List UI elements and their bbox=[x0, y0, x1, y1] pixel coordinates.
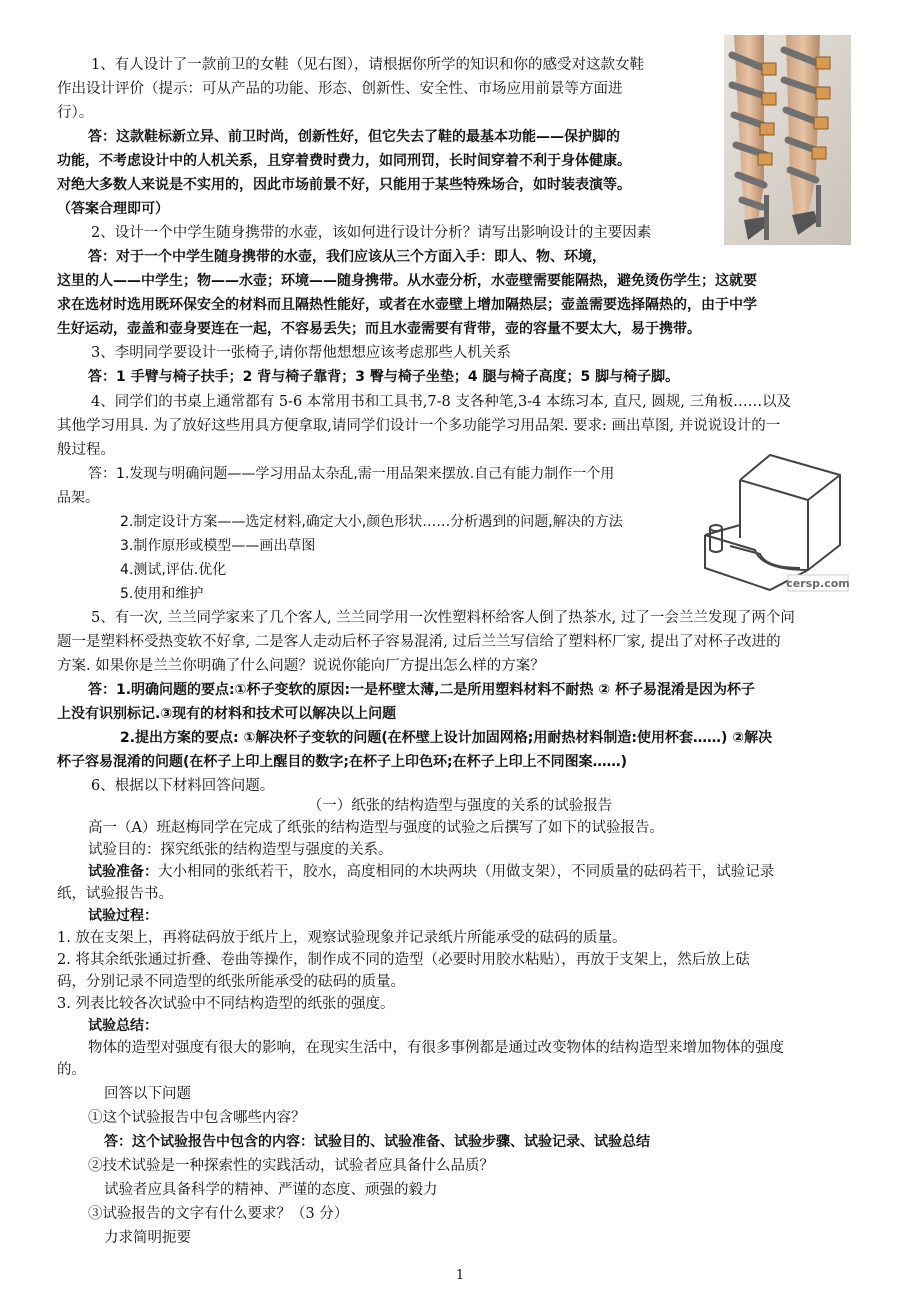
q4-line2: 其他学习用具. 为了放好这些用具方便拿取,请同学们设计一个多功能学习用品架. 要求: 画出草图, 并说说设计的一 bbox=[57, 418, 781, 434]
q5-answer-line4: 杯子容易混淆的问题(在杯子上印上醒目的数字;在杯子上印色环;在杯子上印上不同图案……) bbox=[57, 754, 627, 770]
q2-answer-line3: 求在选材时选用既环保安全的材料而且隔热性能好，或者在水壶壁上增加隔热层；壶盖需要选择隔热的，由于中学 bbox=[57, 297, 757, 313]
q5-answer-line1: 答：1.明确问题的要点:①杯子变软的原因:一是杯壁太薄,二是所用塑料材料不耐热 ② 杯子易混淆是因为杯子 bbox=[88, 682, 756, 698]
summary-label: 试验总结： bbox=[88, 1018, 158, 1034]
q3-answer: 答：1 手臂与椅子扶手；2 背与椅子靠背；3 臀与椅子坐垫；4 腿与椅子高度；5 脚与椅子脚。 bbox=[88, 369, 680, 385]
process-label: 试验过程： bbox=[88, 908, 158, 924]
subanswer-1: 答：这个试验报告中包含的内容：试验目的、试验准备、试验步骤、试验记录、试验总结 bbox=[104, 1134, 650, 1150]
q1-line1: 1、有人设计了一款前卫的女鞋（见右图），请根据你所学的知识和你的感受对这款女鞋 bbox=[91, 57, 644, 73]
q4-line1: 4、同学们的书桌上通常都有 5-6 本常用书和工具书,7-8 支各种笔,3-4 本练习本, 直尺, 圆规, 三角板……以及 bbox=[91, 394, 792, 410]
q6-line1: 6、根据以下材料回答问题。 bbox=[91, 778, 275, 794]
summary-line1: 物体的造型对强度有很大的影响，在现实生活中，有很多事例都是通过改变物体的结构造型来增加物体的强度 bbox=[88, 1040, 784, 1056]
report-purpose bbox=[88, 838, 393, 863]
prep-label: 试验准备： bbox=[88, 864, 158, 880]
q3-line1: 3、李明同学要设计一张椅子,请你帮他想想应该考虑那些人机关系 bbox=[91, 345, 511, 361]
q1-line2: 作出设计评价（提示：可从产品的功能、形态、创新性、安全性、市场应用前景等方面进 bbox=[57, 81, 623, 97]
report-intro: 高一（A）班赵梅同学在完成了纸张的结构造型与强度的试验之后撰写了如下的试验报告。 bbox=[88, 820, 664, 836]
avant-garde-shoe-image bbox=[724, 35, 851, 245]
q1-line3: 行）。 bbox=[57, 105, 94, 121]
q2-answer-line4: 生好运动，壶盖和壶身要连在一起，不容易丢失；而且水壶需要有背带，壶的容量不要太大，易于携带。 bbox=[57, 321, 701, 337]
q1-answer-line2: 功能，不考虑设计中的人机关系，且穿着费时费力，如同刑罚，长时间穿着不利于身体健康。 bbox=[57, 153, 631, 169]
q4-step2: 2.制定设计方案——选定材料,确定大小,颜色形状……分析遇到的问题,解决的方法 bbox=[120, 514, 623, 530]
process-step1: 1. 放在支架上，再将砝码放于纸片上，观察试验现象并记录纸片所能承受的砝码的质量。 bbox=[57, 930, 627, 946]
report-title: （一）纸张的结构造型与强度的关系的试验报告 bbox=[307, 798, 613, 814]
process-step2-line2: 码，分别记录不同造型的纸张所能承受的砝码的质量。 bbox=[57, 974, 405, 990]
answer-intro: 回答以下问题 bbox=[104, 1086, 191, 1102]
subquestion-2: ②技术试验是一种探索性的实践活动，试验者应具备什么品质？ bbox=[88, 1158, 494, 1174]
q5-line3: 方案. 如果你是兰兰你明确了什么问题？说说你能向厂方提出怎么样的方案？ bbox=[57, 658, 545, 674]
q4-line3: 般过程。 bbox=[57, 442, 115, 458]
report-prep-line2: 纸，试验报告书。 bbox=[57, 886, 173, 902]
subanswer-3: 力求简明扼要 bbox=[104, 1230, 191, 1246]
summary-line2: 的。 bbox=[57, 1062, 86, 1078]
page-number: 1 bbox=[455, 1268, 465, 1283]
q4-step5: 5.使用和维护 bbox=[120, 586, 204, 602]
q1-answer-line3: 对绝大多数人来说是不实用的，因此市场前景不好，只能用于某些特殊场合，如时装表演等。 bbox=[57, 177, 631, 193]
subanswer-2: 试验者应具备科学的精神、严谨的态度、顽强的毅力 bbox=[104, 1182, 438, 1198]
q2-line1: 2、设计一个中学生随身携带的水壶，该如何进行设计分析？请写出影响设计的主要因素 bbox=[91, 225, 652, 241]
q4-step4: 4.测试,评估.优化 bbox=[120, 562, 227, 578]
q5-line2: 题一是塑料杯受热变软不好拿, 二是客人走动后杯子容易混淆, 过后兰兰写信给了塑料杯厂家, 提出了对杯子改进的 bbox=[57, 634, 781, 650]
q2-answer-line2: 这里的人——中学生；物——水壶；环境——随身携带。从水壶分析，水壶壁需要能隔热，避免烫伤学生；这就要 bbox=[57, 273, 757, 289]
q4-answer-line2: 品架。 bbox=[57, 490, 99, 506]
q1-answer-line4: （答案合理即可） bbox=[57, 201, 169, 217]
q4-answer-line1: 答：1.发现与明确问题——学习用品太杂乱,需一用品架来摆放.自己有能力制作一个用 bbox=[88, 466, 615, 482]
process-step2-line1: 2. 将其余纸张通过折叠、卷曲等操作，制作成不同的造型（必要时用胶水粘贴），再放于支架上，然后放上砝 bbox=[57, 952, 750, 968]
q5-answer-line3: 2.提出方案的要点: ①解决杯子变软的问题(在杯壁上设计加固网格;用耐热材料制造:使用杯套……) ②解决 bbox=[120, 730, 773, 746]
subquestion-3: ③试验报告的文字有什么要求？（3 分） bbox=[88, 1206, 349, 1222]
cersp-watermark: cersp.com bbox=[786, 577, 850, 590]
q4-step3: 3.制作原形或模型——画出草图 bbox=[120, 538, 316, 554]
purpose-label: 试验目的： bbox=[88, 842, 161, 858]
q1-answer-line1: 答：这款鞋标新立异、前卫时尚，创新性好，但它失去了鞋的最基本功能——保护脚的 bbox=[88, 129, 620, 145]
q5-line1: 5、有一次, 兰兰同学家来了几个客人, 兰兰同学用一次性塑料杯给客人倒了热茶水, 过了一会兰兰发现了两个问 bbox=[91, 610, 795, 626]
purpose-text: 探究纸张的结构造型与强度的关系。 bbox=[160, 842, 393, 858]
q2-answer-line1: 答：对于一个中学生随身携带的水壶，我们应该从三个方面入手：即人、物、环境， bbox=[88, 249, 606, 265]
report-prep-line1 bbox=[88, 860, 774, 885]
process-step3: 3. 列表比较各次试验中不同结构造型的纸张的强度。 bbox=[57, 996, 395, 1012]
stationery-rack-sketch bbox=[700, 450, 850, 598]
prep-text1: 大小相同的张纸若干，胶水，高度相同的木块两块（用做支架），不同质量的砝码若干，试验记录 bbox=[158, 864, 775, 880]
subquestion-1: ①这个试验报告中包含哪些内容？ bbox=[88, 1110, 306, 1126]
q5-answer-line2: 上没有识别标记.③现有的材料和技术可以解决以上问题 bbox=[57, 706, 397, 722]
